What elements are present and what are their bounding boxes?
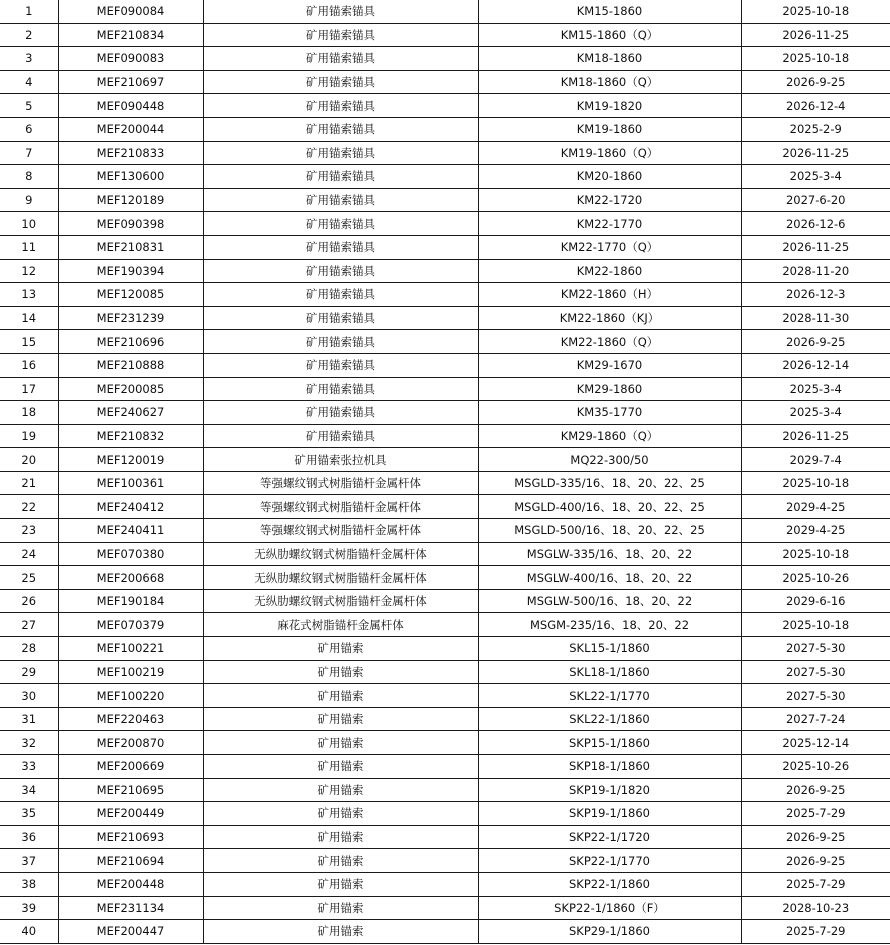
row-number-cell: 23: [0, 519, 58, 543]
row-number-cell: 12: [0, 259, 58, 283]
product-spec-cell: SKP19-1/1860: [478, 802, 741, 826]
table-row: [0, 471, 890, 495]
table-row: [0, 755, 890, 779]
row-number-cell: 8: [0, 165, 58, 189]
product-name-cell: 矿用锚索: [203, 896, 478, 920]
expiry-date-cell: 2029-6-16: [741, 589, 890, 613]
product-name-cell: 矿用锚索锚具: [203, 353, 478, 377]
product-spec-cell: KM20-1860: [478, 165, 741, 189]
product-name-cell: 矿用锚索: [203, 660, 478, 684]
product-spec-cell: MSGLD-335/16、18、20、22、25: [478, 471, 741, 495]
product-name-cell: 等强螺纹钢式树脂锚杆金属杆体: [203, 471, 478, 495]
row-number-cell: 15: [0, 330, 58, 354]
product-name-cell: 矿用锚索: [203, 637, 478, 661]
product-name-cell: 矿用锚索锚具: [203, 165, 478, 189]
row-number-cell: 37: [0, 849, 58, 873]
product-spec-cell: SKP22-1/1770: [478, 849, 741, 873]
table-row: [0, 117, 890, 141]
product-spec-cell: MSGM-235/16、18、20、22: [478, 613, 741, 637]
product-name-cell: 矿用锚索锚具: [203, 141, 478, 165]
product-spec-cell: KM35-1770: [478, 401, 741, 425]
product-spec-cell: KM22-1770（Q）: [478, 235, 741, 259]
certificate-code-cell: MEF200870: [58, 731, 203, 755]
certificate-code-cell: MEF090398: [58, 212, 203, 236]
row-number-cell: 38: [0, 872, 58, 896]
certificate-code-cell: MEF070379: [58, 613, 203, 637]
product-spec-cell: KM15-1860: [478, 0, 741, 23]
product-spec-cell: KM19-1820: [478, 94, 741, 118]
certificate-code-cell: MEF090083: [58, 47, 203, 71]
certificate-code-cell: MEF200448: [58, 872, 203, 896]
row-number-cell: 25: [0, 566, 58, 590]
expiry-date-cell: 2025-12-14: [741, 731, 890, 755]
product-name-cell: 矿用锚索锚具: [203, 306, 478, 330]
certificate-code-cell: MEF210696: [58, 330, 203, 354]
row-number-cell: 31: [0, 707, 58, 731]
row-number-cell: 13: [0, 283, 58, 307]
expiry-date-cell: 2026-9-25: [741, 70, 890, 94]
product-name-cell: 矿用锚索: [203, 731, 478, 755]
product-spec-cell: SKP18-1/1860: [478, 755, 741, 779]
row-number-cell: 30: [0, 684, 58, 708]
table-row: [0, 872, 890, 896]
expiry-date-cell: 2026-11-25: [741, 235, 890, 259]
table-row: [0, 849, 890, 873]
table-row: [0, 283, 890, 307]
certificate-code-cell: MEF200669: [58, 755, 203, 779]
product-name-cell: 矿用锚索锚具: [203, 47, 478, 71]
row-number-cell: 10: [0, 212, 58, 236]
expiry-date-cell: 2025-7-29: [741, 802, 890, 826]
certificate-code-cell: MEF231239: [58, 306, 203, 330]
certificate-code-cell: MEF220463: [58, 707, 203, 731]
certificate-code-cell: MEF210834: [58, 23, 203, 47]
product-name-cell: 矿用锚索锚具: [203, 283, 478, 307]
table-row: [0, 23, 890, 47]
table-row: [0, 377, 890, 401]
expiry-date-cell: 2026-11-25: [741, 424, 890, 448]
product-name-cell: 矿用锚索锚具: [203, 0, 478, 23]
certificate-code-cell: MEF120085: [58, 283, 203, 307]
product-name-cell: 矿用锚索: [203, 802, 478, 826]
row-number-cell: 26: [0, 589, 58, 613]
product-spec-cell: KM29-1860（Q）: [478, 424, 741, 448]
product-spec-cell: KM22-1860（Q）: [478, 330, 741, 354]
expiry-date-cell: 2027-5-30: [741, 660, 890, 684]
row-number-cell: 35: [0, 802, 58, 826]
product-spec-cell: SKL18-1/1860: [478, 660, 741, 684]
certificate-code-cell: MEF130600: [58, 165, 203, 189]
row-number-cell: 14: [0, 306, 58, 330]
row-number-cell: 27: [0, 613, 58, 637]
product-spec-cell: SKP19-1/1820: [478, 778, 741, 802]
row-number-cell: 36: [0, 825, 58, 849]
row-number-cell: 20: [0, 448, 58, 472]
certificate-code-cell: MEF210694: [58, 849, 203, 873]
certificate-code-cell: MEF210695: [58, 778, 203, 802]
product-name-cell: 矿用锚索张拉机具: [203, 448, 478, 472]
certificate-code-cell: MEF210832: [58, 424, 203, 448]
product-name-cell: 矿用锚索: [203, 778, 478, 802]
expiry-date-cell: 2025-10-18: [741, 0, 890, 23]
table-row: [0, 684, 890, 708]
row-number-cell: 6: [0, 117, 58, 141]
certificate-code-cell: MEF200449: [58, 802, 203, 826]
product-name-cell: 等强螺纹钢式树脂锚杆金属杆体: [203, 519, 478, 543]
expiry-date-cell: 2028-11-30: [741, 306, 890, 330]
row-number-cell: 21: [0, 471, 58, 495]
row-number-cell: 17: [0, 377, 58, 401]
product-spec-cell: KM22-1720: [478, 188, 741, 212]
expiry-date-cell: 2027-7-24: [741, 707, 890, 731]
table-row: [0, 306, 890, 330]
expiry-date-cell: 2025-10-26: [741, 566, 890, 590]
certificate-code-cell: MEF210831: [58, 235, 203, 259]
expiry-date-cell: 2026-12-14: [741, 353, 890, 377]
expiry-date-cell: 2026-9-25: [741, 825, 890, 849]
product-name-cell: 矿用锚索锚具: [203, 424, 478, 448]
table-row: [0, 802, 890, 826]
row-number-cell: 18: [0, 401, 58, 425]
product-name-cell: 矿用锚索锚具: [203, 259, 478, 283]
table-row: [0, 825, 890, 849]
table-row: [0, 70, 890, 94]
product-name-cell: 矿用锚索锚具: [203, 188, 478, 212]
row-number-cell: 40: [0, 920, 58, 944]
certificate-code-cell: MEF240627: [58, 401, 203, 425]
expiry-date-cell: 2026-11-25: [741, 23, 890, 47]
expiry-date-cell: 2025-10-18: [741, 542, 890, 566]
certificate-code-cell: MEF210693: [58, 825, 203, 849]
row-number-cell: 9: [0, 188, 58, 212]
product-spec-cell: SKP22-1/1860（F）: [478, 896, 741, 920]
certificate-code-cell: MEF231134: [58, 896, 203, 920]
certificate-code-cell: MEF070380: [58, 542, 203, 566]
product-spec-cell: SKP22-1/1720: [478, 825, 741, 849]
expiry-date-cell: 2029-4-25: [741, 495, 890, 519]
expiry-date-cell: 2026-9-25: [741, 849, 890, 873]
product-spec-cell: KM18-1860（Q）: [478, 70, 741, 94]
table-row: [0, 896, 890, 920]
expiry-date-cell: 2028-10-23: [741, 896, 890, 920]
table-row: [0, 637, 890, 661]
row-number-cell: 39: [0, 896, 58, 920]
certificate-code-cell: MEF090448: [58, 94, 203, 118]
table-row: [0, 235, 890, 259]
table-row: [0, 212, 890, 236]
product-name-cell: 矿用锚索: [203, 872, 478, 896]
certificate-code-cell: MEF210888: [58, 353, 203, 377]
expiry-date-cell: 2025-3-4: [741, 165, 890, 189]
expiry-date-cell: 2025-7-29: [741, 872, 890, 896]
product-spec-cell: KM22-1860: [478, 259, 741, 283]
product-spec-cell: KM22-1860（KJ）: [478, 306, 741, 330]
certificate-code-cell: MEF100219: [58, 660, 203, 684]
expiry-date-cell: 2025-10-18: [741, 471, 890, 495]
row-number-cell: 19: [0, 424, 58, 448]
row-number-cell: 5: [0, 94, 58, 118]
table-row: [0, 401, 890, 425]
row-number-cell: 16: [0, 353, 58, 377]
table-row: [0, 47, 890, 71]
product-name-cell: 无纵肋螺纹钢式树脂锚杆金属杆体: [203, 566, 478, 590]
expiry-date-cell: 2026-11-25: [741, 141, 890, 165]
product-name-cell: 矿用锚索锚具: [203, 401, 478, 425]
row-number-cell: 2: [0, 23, 58, 47]
row-number-cell: 28: [0, 637, 58, 661]
product-name-cell: 矿用锚索锚具: [203, 212, 478, 236]
expiry-date-cell: 2026-12-3: [741, 283, 890, 307]
certificate-code-cell: MEF200044: [58, 117, 203, 141]
expiry-date-cell: 2025-7-29: [741, 920, 890, 944]
table-row: [0, 424, 890, 448]
table-row: [0, 448, 890, 472]
row-number-cell: 1: [0, 0, 58, 23]
expiry-date-cell: 2026-9-25: [741, 330, 890, 354]
row-number-cell: 22: [0, 495, 58, 519]
expiry-date-cell: 2027-5-30: [741, 684, 890, 708]
product-name-cell: 矿用锚索锚具: [203, 23, 478, 47]
table-row: [0, 519, 890, 543]
table-row: [0, 920, 890, 944]
product-name-cell: 矿用锚索: [203, 707, 478, 731]
table-row: [0, 330, 890, 354]
row-number-cell: 24: [0, 542, 58, 566]
certificate-code-cell: MEF200668: [58, 566, 203, 590]
product-spec-cell: SKP22-1/1860: [478, 872, 741, 896]
product-spec-cell: KM22-1860（H）: [478, 283, 741, 307]
product-spec-cell: KM19-1860（Q）: [478, 141, 741, 165]
row-number-cell: 33: [0, 755, 58, 779]
product-spec-cell: MSGLD-400/16、18、20、22、25: [478, 495, 741, 519]
product-spec-cell: SKL22-1/1860: [478, 707, 741, 731]
product-name-cell: 无纵肋螺纹钢式树脂锚杆金属杆体: [203, 542, 478, 566]
product-name-cell: 矿用锚索锚具: [203, 117, 478, 141]
product-spec-cell: SKL22-1/1770: [478, 684, 741, 708]
certificate-code-cell: MEF190394: [58, 259, 203, 283]
table-row: [0, 778, 890, 802]
table-row: [0, 660, 890, 684]
product-name-cell: 麻花式树脂锚杆金属杆体: [203, 613, 478, 637]
expiry-date-cell: 2029-4-25: [741, 519, 890, 543]
table-row: [0, 94, 890, 118]
product-name-cell: 矿用锚索锚具: [203, 94, 478, 118]
certificate-code-cell: MEF120189: [58, 188, 203, 212]
table-row: [0, 188, 890, 212]
expiry-date-cell: 2025-10-18: [741, 47, 890, 71]
product-name-cell: 矿用锚索: [203, 684, 478, 708]
product-name-cell: 矿用锚索: [203, 755, 478, 779]
row-number-cell: 3: [0, 47, 58, 71]
expiry-date-cell: 2025-2-9: [741, 117, 890, 141]
table-row: [0, 566, 890, 590]
certificate-code-cell: MEF100220: [58, 684, 203, 708]
product-name-cell: 矿用锚索锚具: [203, 235, 478, 259]
product-spec-cell: KM18-1860: [478, 47, 741, 71]
expiry-date-cell: 2029-7-4: [741, 448, 890, 472]
table-row: [0, 0, 890, 23]
expiry-date-cell: 2026-12-4: [741, 94, 890, 118]
table-row: [0, 542, 890, 566]
table-row: [0, 731, 890, 755]
certificate-code-cell: MEF100221: [58, 637, 203, 661]
expiry-date-cell: 2027-5-30: [741, 637, 890, 661]
certificate-code-cell: MEF200085: [58, 377, 203, 401]
expiry-date-cell: 2025-3-4: [741, 401, 890, 425]
product-name-cell: 矿用锚索: [203, 849, 478, 873]
product-name-cell: 等强螺纹钢式树脂锚杆金属杆体: [203, 495, 478, 519]
certificate-code-cell: MEF200447: [58, 920, 203, 944]
table-row: [0, 165, 890, 189]
product-spec-cell: SKL15-1/1860: [478, 637, 741, 661]
row-number-cell: 11: [0, 235, 58, 259]
certificate-code-cell: MEF120019: [58, 448, 203, 472]
certificate-code-cell: MEF240412: [58, 495, 203, 519]
expiry-date-cell: 2027-6-20: [741, 188, 890, 212]
table-row: [0, 589, 890, 613]
product-name-cell: 矿用锚索锚具: [203, 377, 478, 401]
product-spec-cell: MSGLW-400/16、18、20、22: [478, 566, 741, 590]
product-spec-cell: SKP29-1/1860: [478, 920, 741, 944]
row-number-cell: 7: [0, 141, 58, 165]
product-spec-cell: KM22-1770: [478, 212, 741, 236]
certificate-code-cell: MEF240411: [58, 519, 203, 543]
certificate-code-cell: MEF090084: [58, 0, 203, 23]
product-name-cell: 矿用锚索锚具: [203, 70, 478, 94]
product-spec-cell: SKP15-1/1860: [478, 731, 741, 755]
row-number-cell: 34: [0, 778, 58, 802]
product-spec-cell: KM29-1860: [478, 377, 741, 401]
table-row: [0, 613, 890, 637]
expiry-date-cell: 2026-9-25: [741, 778, 890, 802]
expiry-date-cell: 2025-3-4: [741, 377, 890, 401]
product-name-cell: 矿用锚索: [203, 920, 478, 944]
table-row: [0, 259, 890, 283]
product-spec-cell: MQ22-300/50: [478, 448, 741, 472]
expiry-date-cell: 2026-12-6: [741, 212, 890, 236]
expiry-date-cell: 2028-11-20: [741, 259, 890, 283]
product-spec-cell: KM19-1860: [478, 117, 741, 141]
certificate-code-cell: MEF190184: [58, 589, 203, 613]
product-name-cell: 矿用锚索: [203, 825, 478, 849]
product-spec-cell: MSGLW-335/16、18、20、22: [478, 542, 741, 566]
certificate-code-cell: MEF100361: [58, 471, 203, 495]
product-spec-cell: KM15-1860（Q）: [478, 23, 741, 47]
row-number-cell: 29: [0, 660, 58, 684]
table-row: [0, 495, 890, 519]
product-name-cell: 无纵肋螺纹钢式树脂锚杆金属杆体: [203, 589, 478, 613]
product-spec-cell: MSGLW-500/16、18、20、22: [478, 589, 741, 613]
product-spec-cell: MSGLD-500/16、18、20、22、25: [478, 519, 741, 543]
product-name-cell: 矿用锚索锚具: [203, 330, 478, 354]
product-spec-cell: KM29-1670: [478, 353, 741, 377]
row-number-cell: 32: [0, 731, 58, 755]
table-row: [0, 707, 890, 731]
table-row: [0, 353, 890, 377]
expiry-date-cell: 2025-10-18: [741, 613, 890, 637]
table-row: [0, 141, 890, 165]
certificate-code-cell: MEF210833: [58, 141, 203, 165]
expiry-date-cell: 2025-10-26: [741, 755, 890, 779]
row-number-cell: 4: [0, 70, 58, 94]
certificate-code-cell: MEF210697: [58, 70, 203, 94]
